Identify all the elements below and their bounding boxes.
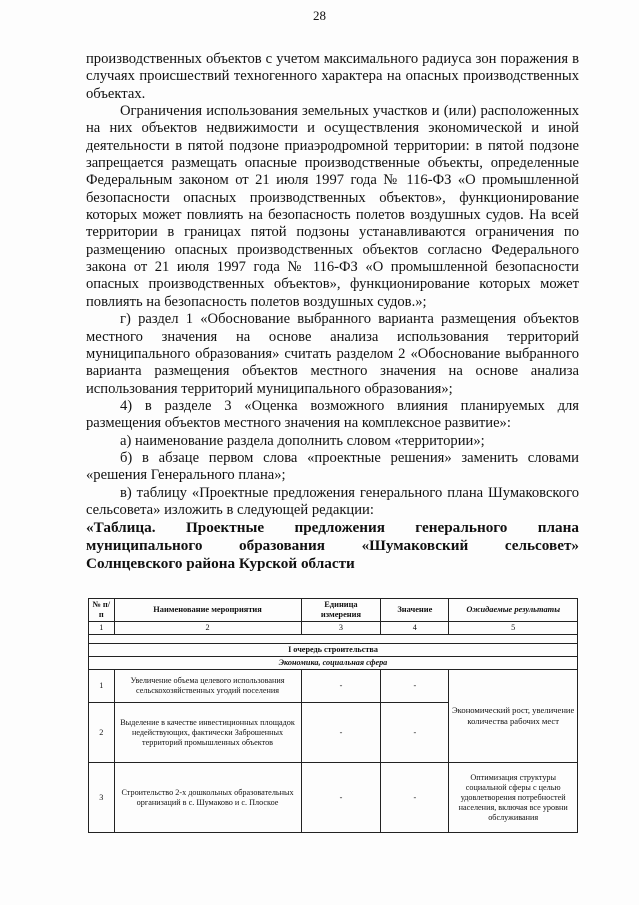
- row-result: Оптимизация структуры социальной сферы с целью удовлетворения потребностей населения, включая все уровни обслуживания: [449, 763, 578, 833]
- paragraph: а) наименование раздела дополнить словом «территории»;: [120, 432, 485, 449]
- table-row: [89, 763, 578, 833]
- header-cell: Единица измерения: [301, 599, 381, 622]
- page-number: 28: [313, 8, 326, 23]
- row-name: Выделение в качестве инвестиционных площадок недействующих, фактически Заброшенных территорий промышленных объектов: [114, 703, 301, 763]
- proposals-table: [88, 598, 578, 833]
- section-row: [89, 657, 578, 670]
- header-cell: № п/п: [89, 599, 115, 622]
- col-number: 5: [449, 622, 578, 635]
- header-cell: Ожидаемые результаты: [449, 599, 578, 622]
- row-unit: -: [301, 703, 381, 763]
- column-number-row: [89, 622, 578, 635]
- document-body: [86, 51, 579, 573]
- col-number: 3: [301, 622, 381, 635]
- row-value: -: [381, 763, 449, 833]
- stage-row: [89, 644, 578, 657]
- table-header-row: [89, 599, 578, 622]
- section-label: Экономика, социальная сфера: [89, 657, 578, 670]
- stage-label: I очередь строительства: [89, 644, 578, 657]
- row-number: 2: [89, 703, 115, 763]
- row-unit: -: [301, 763, 381, 833]
- row-result: Экономический рост, увеличение количества рабочих мест: [449, 670, 578, 763]
- col-number: 2: [114, 622, 301, 635]
- paragraph: Ограничения использования земельных участков и (или) расположенных на них объектов недвижимости и осуществления экономической и иной деятельности в пятой подзоне приаэродромной территории: в пятой подзоне запрещается размещать опасные производственные объекты, определенные Федеральным законом от 21 июля 1997 года № 116-ФЗ «О промышленной безопасности опасных производственных объектов», функционирование которых может повлиять на безопасность полетов воздушных судов. На всей территории в границах пятой подзоны устанавливаются ограничения по размещению опасных производственных объектов согласно Федерального закона от 21 июля 1997 года № 116-ФЗ «О промышленной безопасности опасных производственных объектов», функционирование которых может повлиять на безопасность полетов воздушных судов.»;: [86, 103, 579, 310]
- paragraph: производственных объектов с учетом максимального радиуса зон поражения в случаях происшествий техногенного характера на опасных производственных объектах.: [86, 51, 579, 102]
- paragraph: г) раздел 1 «Обоснование выбранного варианта размещения объектов местного значения на основе анализа использования территорий муниципального образования» считать разделом 2 «Обоснование выбранного варианта размещения объектов местного значения на основе анализа использования территорий муниципального образования»;: [86, 311, 579, 397]
- header-cell: Наименование мероприятия: [114, 599, 301, 622]
- table-title: «Таблица. Проектные предложения генерального плана муниципального образования «Шумаковский сельсовет» Солнцевского района Курской области: [86, 519, 579, 573]
- row-value: -: [381, 703, 449, 763]
- row-name: Увеличение объема целевого использования сельскохозяйственных угодий поселения: [114, 670, 301, 703]
- row-number: 3: [89, 763, 115, 833]
- col-number: 1: [89, 622, 115, 635]
- row-value: -: [381, 670, 449, 703]
- table-row: [89, 670, 578, 703]
- row-number: 1: [89, 670, 115, 703]
- row-name: Строительство 2-х дошкольных образовательных организаций в с. Шумаково и с. Плоское: [114, 763, 301, 833]
- row-unit: -: [301, 670, 381, 703]
- paragraph: в) таблицу «Проектные предложения генерального плана Шумаковского сельсовета» изложить в следующей редакции:: [86, 484, 579, 518]
- paragraph: 4) в разделе 3 «Оценка возможного влияния планируемых для размещения объектов местного значения на комплексное развитие»:: [86, 397, 579, 432]
- paragraph: б) в абзаце первом слова «проектные решения» заменить словами «решения Генерального плана»;: [86, 449, 579, 484]
- header-cell: Значение: [381, 599, 449, 622]
- col-number: 4: [381, 622, 449, 635]
- spacer-row: [89, 635, 578, 644]
